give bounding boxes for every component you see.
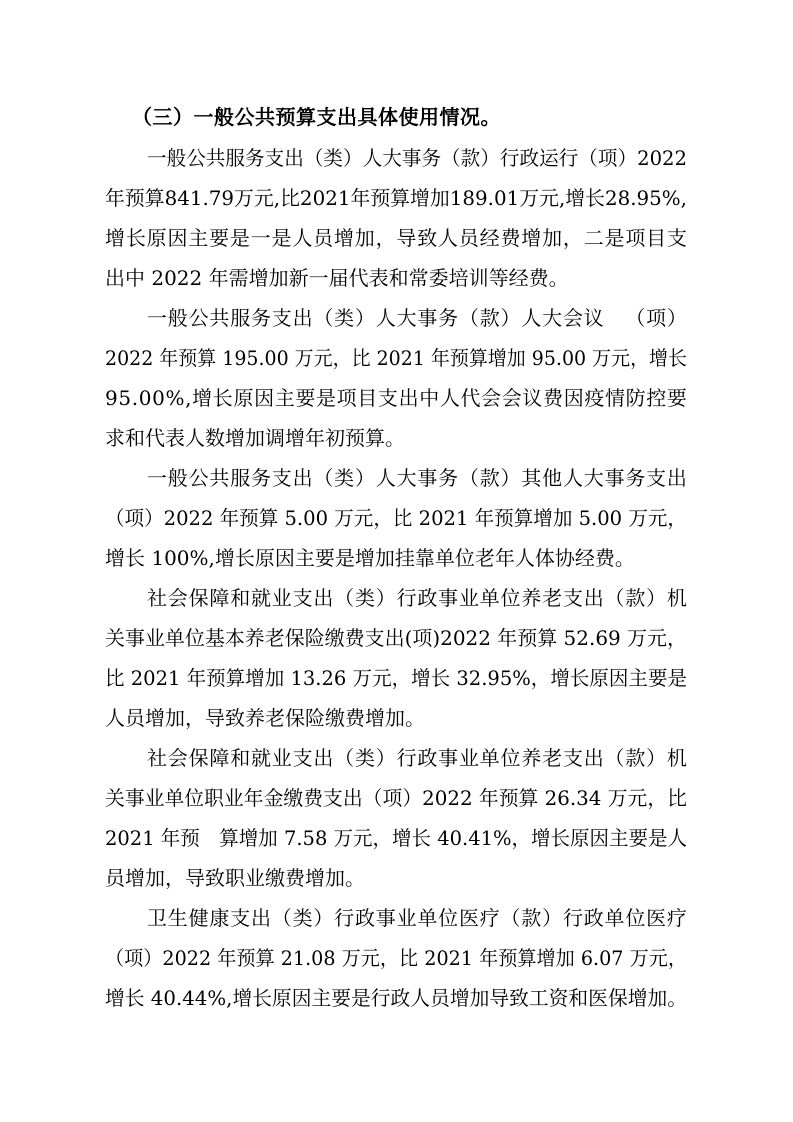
section-heading: （三）一般公共预算支出具体使用情况。 (132, 105, 501, 129)
text-line: 一 般 公 共 服 务 支 出 （ 类 ） 人 大 事 务 （ 款 ） 其 他 人 大 事 务 支 出 (147, 466, 687, 490)
text-line: 求和代表人数增加调增年初预算。 (105, 426, 405, 450)
text-line: 关事业单位职业年金缴费支出（项）2022 年预算 26.34 万元，比 (105, 786, 687, 810)
text-line: 关事业单位基本养老保险缴费支出(项)2022 年预算 52.69 万元， (105, 626, 687, 650)
text-line: 增长 100%,增长原因主要是增加挂靠单位老年人体协经费。 (105, 546, 635, 570)
text-line: （项）2022 年预算 21.08 万元，比 2021 年预算增加 6.07 万元， (105, 946, 687, 970)
text-line: 一般公共服务支出（类）人大事务（款）行政运行（项）2022 (147, 146, 687, 170)
text-line: 出中 2022 年需增加新一届代表和常委培训等经费。 (105, 266, 569, 290)
text-line: 社 会 保 障 和 就 业 支 出 （ 类 ） 行 政 事 业 单 位 养 老 支 出 （ 款 ） 机 (147, 586, 687, 610)
text-line: 增长 40.44%,增长原因主要是行政人员增加导致工资和医保增加。 (105, 986, 687, 1010)
text-line: 比 2021 年预算增加 13.26 万元，增长 32.95%，增长原因主要是 (105, 666, 687, 690)
text-line: 2021 年预 算增加 7.58 万元，增长 40.41%，增长原因主要是人 (105, 826, 687, 850)
text-line: 员增加，导致职业缴费增加。 (105, 866, 365, 890)
text-line: 社 会 保 障 和 就 业 支 出 （ 类 ） 行 政 事 业 单 位 养 老 支 出 （ 款 ） 机 (147, 746, 687, 770)
text-line: 年预算841.79万元,比2021年预算增加189.01万元,增长28.95%, (105, 186, 687, 210)
text-line: 9 5 . 0 0 % , 增 长 原 因 主 要 是 项 目 支 出 中 人 代 会 会 议 费 因 疫 情 防 控 要 (105, 386, 687, 410)
text-line: （项）2022 年预算 5.00 万元，比 2021 年预算增加 5.00 万元， (105, 506, 687, 530)
text-line: 卫 生 健 康 支 出 （ 类 ） 行 政 事 业 单 位 医 疗 （ 款 ） 行 政 单 位 医 疗 (147, 906, 687, 930)
text-line: 人员增加，导致养老保险缴费增加。 (105, 706, 425, 730)
text-line: 一 般 公 共 服 务 支 出 （ 类 ） 人 大 事 务 （ 款 ） 人 大 会 议 （ 项 ） (147, 306, 687, 330)
text-line: 2022 年预算 195.00 万元，比 2021 年预算增加 95.00 万元，增长 (105, 346, 687, 370)
text-line: 增 长 原 因 主 要 是 一 是 人 员 增 加 ， 导 致 人 员 经 费 增 加 ， 二 是 项 目 支 (105, 226, 687, 250)
